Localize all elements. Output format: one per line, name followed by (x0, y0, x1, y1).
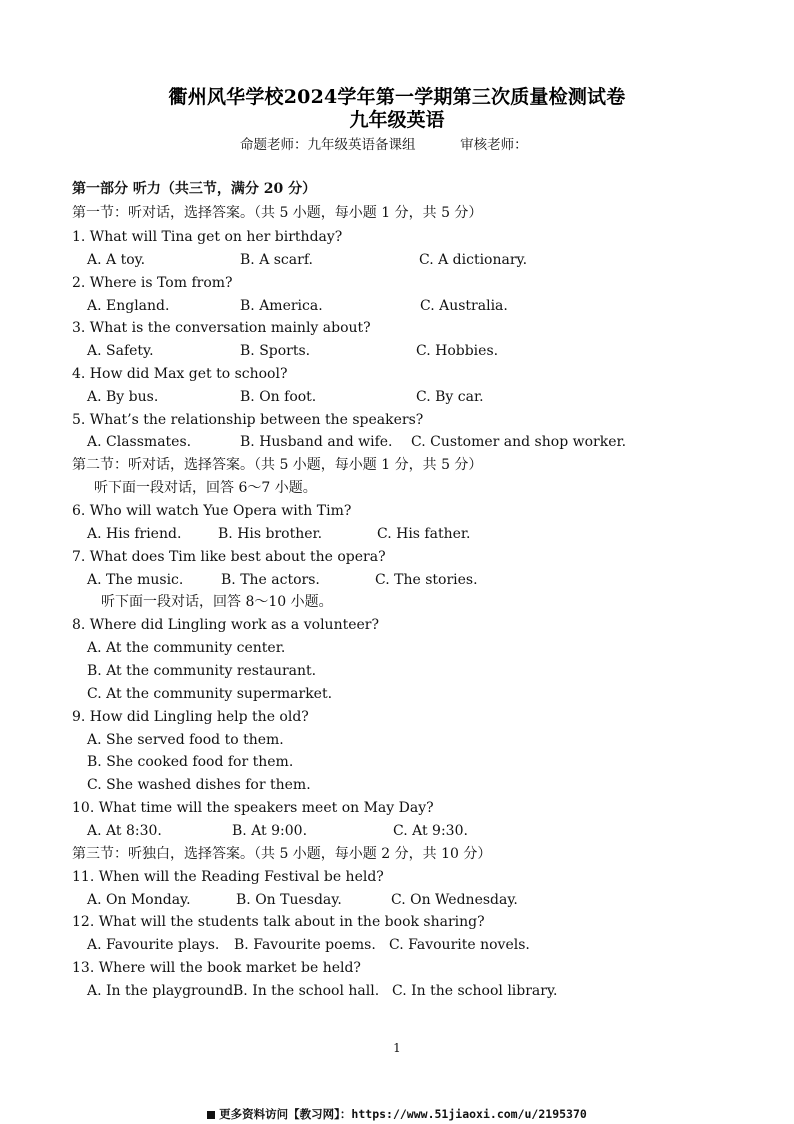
q1-option-a: A. A toy. (87, 252, 146, 268)
q6-option-a: A. His friend. (87, 526, 182, 542)
question-6: 6. Who will watch Yue Opera with Tim? (72, 503, 352, 519)
q12-option-b: B. Favourite poems. (234, 937, 376, 953)
q4-option-a: A. By bus. (87, 389, 159, 405)
q3-option-c: C. Hobbies. (416, 343, 499, 359)
question-3: 3. What is the conversation mainly about? (72, 320, 371, 336)
q2-option-a: A. England. (87, 298, 170, 314)
q4-option-b: B. On foot. (240, 389, 317, 405)
q6-option-b: B. His brother. (218, 526, 323, 542)
question-9: 9. How did Lingling help the old? (72, 709, 309, 725)
q5-option-b: B. Husband and wife. (240, 434, 393, 450)
question-1: 1. What will Tina get on her birthday? (72, 229, 343, 245)
q13-option-a: A. In the playground. (87, 983, 238, 999)
q9-option-a: A. She served food to them. (87, 732, 284, 748)
q10-option-c: C. At 9:30. (393, 823, 468, 839)
q2-option-b: B. America. (240, 298, 323, 314)
question-11: 11. When will the Reading Festival be held? (72, 869, 384, 885)
q10-option-a: A. At 8:30. (87, 823, 162, 839)
q7-option-a: A. The music. (87, 572, 184, 588)
q11-option-b: B. On Tuesday. (236, 892, 342, 908)
reviewer-label: 审核老师： (460, 137, 528, 153)
section3-heading: 第三节：听独白，选择答案。（共 5 小题，每小题 2 分，共 10 分） (72, 846, 492, 862)
note-q6-7: 听下面一段对话，回答 6～7 小题。 (94, 480, 317, 496)
note-q8-10: 听下面一段对话，回答 8～10 小题。 (101, 594, 333, 610)
q3-option-b: B. Sports. (240, 343, 311, 359)
q7-option-c: C. The stories. (375, 572, 478, 588)
q5-option-c: C. Customer and shop worker. (411, 434, 627, 450)
question-4: 4. How did Max get to school? (72, 366, 288, 382)
question-8: 8. Where did Lingling work as a volunteer? (72, 617, 379, 633)
q5-option-a: A. Classmates. (87, 434, 192, 450)
q1-option-b: B. A scarf. (240, 252, 313, 268)
q12-option-a: A. Favourite plays. (87, 937, 220, 953)
q10-option-b: B. At 9:00. (232, 823, 308, 839)
footer-link[interactable] (0, 1106, 794, 1122)
q1-option-c: C. A dictionary. (419, 252, 528, 268)
q9-option-b: B. She cooked food for them. (87, 754, 294, 770)
question-13: 13. Where will the book market be held? (72, 960, 361, 976)
setter-label: 命题老师：九年级英语备课组 (240, 137, 416, 153)
q11-option-c: C. On Wednesday. (391, 892, 518, 908)
question-2: 2. Where is Tom from? (72, 275, 233, 291)
footer-text[interactable]: 更多资料访问【教习网】：https://www.51jiaoxi.com/u/2195370 (219, 1107, 587, 1121)
q8-option-c: C. At the community supermarket. (87, 686, 333, 702)
q12-option-c: C. Favourite novels. (389, 937, 530, 953)
exam-subtitle: 九年级英语 (349, 109, 445, 131)
q7-option-b: B. The actors. (221, 572, 320, 588)
q9-option-c: C. She washed dishes for them. (87, 777, 311, 793)
q3-option-a: A. Safety. (87, 343, 154, 359)
q8-option-a: A. At the community center. (87, 640, 286, 656)
teacher-info (240, 133, 528, 153)
q11-option-a: A. On Monday. (87, 892, 191, 908)
question-5: 5. What’s the relationship between the speakers? (72, 412, 424, 428)
flag-icon (207, 1111, 215, 1119)
q13-option-b: B. In the school hall. (233, 983, 380, 999)
section2-heading: 第二节：听对话，选择答案。（共 5 小题，每小题 1 分，共 5 分） (72, 457, 483, 473)
section1-heading: 第一节：听对话，选择答案。（共 5 小题，每小题 1 分，共 5 分） (72, 205, 483, 221)
page-number: 1 (393, 1041, 401, 1055)
part1-title: 第一部分 听力（共三节，满分 20 分） (72, 181, 317, 197)
q8-option-b: B. At the community restaurant. (87, 663, 317, 679)
exam-title: 衢州风华学校2024学年第一学期第三次质量检测试卷 (168, 86, 626, 108)
question-12: 12. What will the students talk about in the book sharing? (72, 914, 485, 930)
q4-option-c: C. By car. (416, 389, 484, 405)
q13-option-c: C. In the school library. (392, 983, 558, 999)
question-10: 10. What time will the speakers meet on May Day? (72, 800, 434, 816)
q2-option-c: C. Australia. (420, 298, 508, 314)
question-7: 7. What does Tim like best about the opera? (72, 549, 386, 565)
q6-option-c: C. His father. (377, 526, 471, 542)
